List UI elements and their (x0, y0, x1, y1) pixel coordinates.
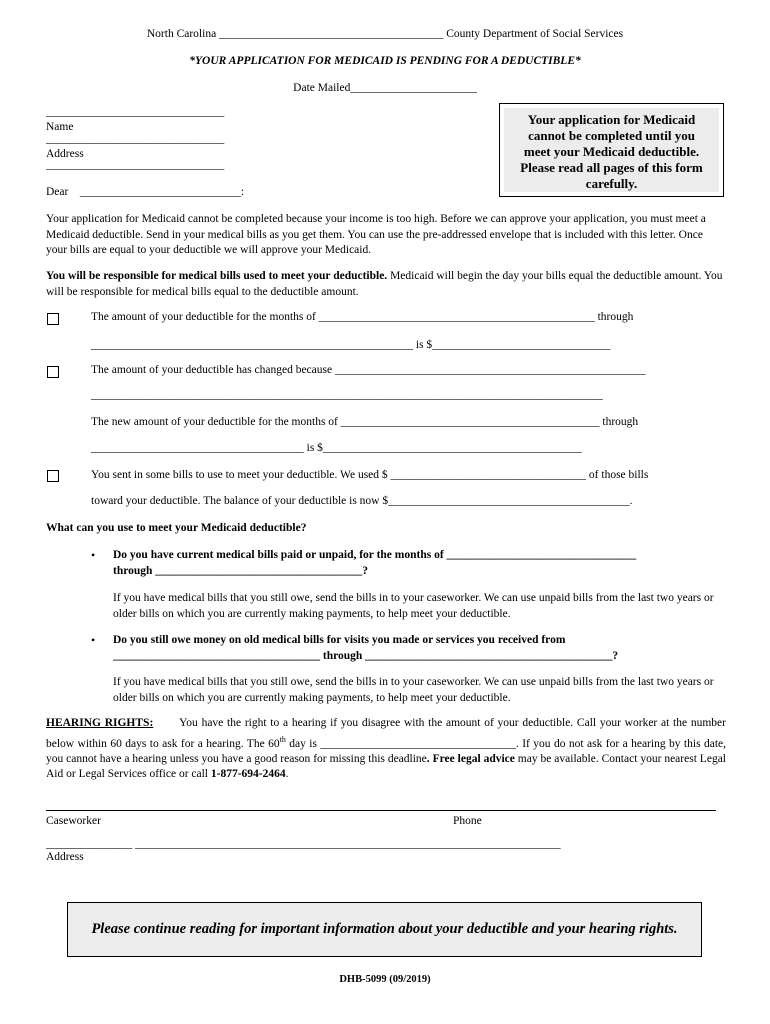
name-label: Name (46, 121, 74, 133)
option1-line1[interactable]: The amount of your deductible for the months of ________________________________________________ through (91, 311, 634, 323)
question2-answer: If you have medical bills that you still owe, send the bills in to your caseworker. We can use unpaid bills from the last two years or older bills on which you are currently making payments, to help meet your deductible. (113, 676, 714, 704)
option3-line1[interactable]: You sent in some bills to use to meet your deductible. We used $ __________________________________ of those bills (91, 469, 649, 481)
hearing-heading: HEARING RIGHTS: (46, 717, 154, 729)
hearing-text-a: You have the right to a hearing if you disagree with the amount of your deductible. Call your worker at the number below within 60 days to ask for a hearing. The 60 (46, 717, 726, 750)
continue-reading-box: Please continue reading for important information about your deductible and your hearing rights. (67, 902, 702, 957)
hearing-bold-a: . Free legal advice (426, 752, 515, 765)
intro-paragraph: Your application for Medicaid cannot be completed because your income is too high. Before we can approve your application, you must meet a Medicaid deductible. Send in your medical bills as you get them. You can use the pre-addressed envelope that is included with this letter. Once your bills are equal to your deductible we will approve your Medicaid. (46, 213, 706, 256)
hearing-sup: th (279, 734, 286, 744)
form-id: DHB-5099 (09/2019) (339, 974, 431, 985)
option1-line2[interactable]: ________________________________________________________ is $_______________________________ (91, 339, 611, 351)
question1-line2[interactable]: through ____________________________________? (113, 565, 369, 577)
notice-text: Your application for Medicaid cannot be completed until you meet your Medicaid deductible. Please read all pages of this form carefully. (504, 108, 719, 192)
address-label-bottom: Address (46, 851, 84, 863)
option2-line3[interactable]: The new amount of your deductible for the months of _____________________________________________ through (91, 416, 639, 428)
date-mailed (0, 82, 770, 94)
date-mailed-field[interactable]: ______________________ (350, 82, 477, 94)
responsible-bold: You will be responsible for medical bills used to meet your deductible. (46, 270, 388, 282)
bullet-icon: • (91, 548, 96, 562)
phone-label: Phone (453, 815, 482, 827)
address-line[interactable]: _______________ __________________________________________________________________________ (46, 838, 561, 850)
option1-checkbox[interactable] (47, 313, 59, 325)
hearing-text-c: may be available. Contact your nearest Legal Aid or Legal Services office or call (46, 752, 726, 781)
question1-answer: If you have medical bills that you still owe, send the bills in to your caseworker. We can use unpaid bills from the last two years or older bills on which you are currently making payments, to help meet your deductible. (113, 592, 714, 620)
option2-line1[interactable]: The amount of your deductible has changed because ______________________________________________________ (91, 364, 646, 376)
dear-line (46, 186, 244, 198)
option2-line2[interactable]: _________________________________________________________________________________________ (91, 389, 603, 401)
date-mailed-label: Date Mailed (293, 82, 351, 94)
county-blank[interactable]: _______________________________________ (219, 28, 444, 40)
responsible-rest: Medicaid will begin the day your bills equal the deductible amount. You will be responsible for medical bills equal to the deductible amount. (46, 270, 723, 298)
dear-field[interactable]: ____________________________: (79, 186, 245, 198)
dear-label: Dear (46, 186, 69, 198)
option3-line2[interactable]: toward your deductible. The balance of your deductible is now $__________________________________________. (91, 495, 633, 507)
responsible-paragraph (46, 269, 726, 300)
option2-line4[interactable]: _____________________________________ is $_____________________________________________ (91, 442, 582, 454)
address-field[interactable]: _______________________________ (46, 133, 225, 145)
hearing-end: . (285, 768, 289, 781)
page-title: *YOUR APPLICATION FOR MEDICAID IS PENDING FOR A DEDUCTIBLE* (189, 55, 581, 67)
header-line (0, 28, 770, 40)
option3-checkbox[interactable] (47, 470, 59, 482)
question1-line1[interactable]: Do you have current medical bills paid or unpaid, for the months of _________________________________ (113, 549, 637, 561)
address-label: Address (46, 148, 84, 160)
address-field-2[interactable]: _______________________________ (46, 159, 225, 171)
option2-checkbox[interactable] (47, 366, 59, 378)
hearing-phone: 1-877-694-2464 (210, 768, 286, 781)
hearing-rights (46, 716, 726, 783)
notice-box (499, 103, 724, 197)
caseworker-label: Caseworker (46, 815, 101, 827)
dept-label: County Department of Social Services (446, 28, 624, 40)
hearing-text-b[interactable]: day is __________________________________. If you do not ask for a hearing by this date, you cannot have a hearing unless you have a good reason for missing this deadline (46, 737, 726, 765)
question2-line1: Do you still owe money on old medical bills for visits you made or services you received from (113, 634, 566, 646)
bullet-icon: • (91, 633, 96, 647)
caseworker-line[interactable] (46, 810, 716, 811)
name-field[interactable]: _______________________________ (46, 106, 225, 118)
what-can-heading: What can you use to meet your Medicaid deductible? (46, 522, 307, 534)
question2-line2[interactable]: ____________________________________ through ___________________________________________? (113, 650, 619, 662)
state-label: North Carolina (146, 28, 217, 40)
